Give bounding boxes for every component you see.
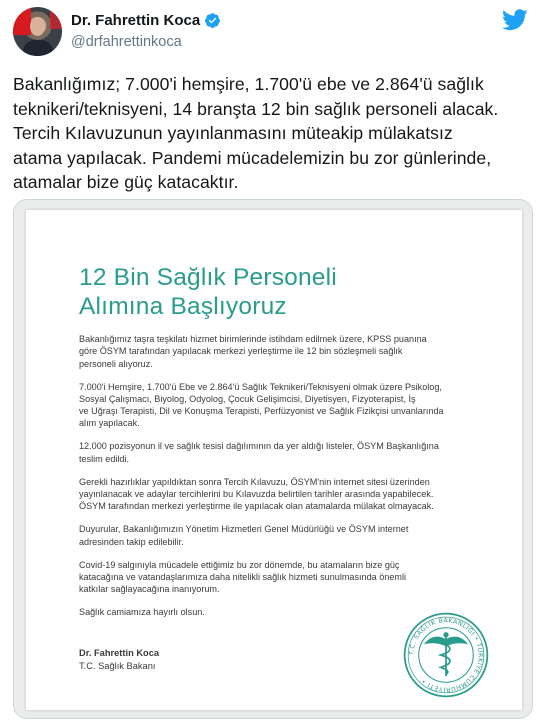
announcement-paragraph: [79, 523, 484, 548]
avatar-flag-right: [50, 7, 62, 29]
announcement-title-line: 12 Bin Sağlık Personeli: [79, 264, 337, 291]
body-line: personeli alıyoruz.: [79, 358, 153, 369]
announcement-document: [26, 210, 522, 710]
announcement-paragraph: [79, 381, 484, 430]
body-line: adresinden takip edilebilir.: [79, 536, 184, 547]
display-name[interactable]: Dr. Fahrettin Koca: [71, 12, 201, 29]
tweet-text: [13, 72, 535, 195]
body-line: Bakanlığımız taşra teşkilatı hizmet birimlerinde istihdam edilmek üzere, KPSS puanına: [79, 334, 427, 344]
body-line: yayınlanacak ve adaylar tercihlerini bu Kılavuzda belirtilen tarihler arasında yapabilecek.: [79, 489, 434, 500]
announcement-body: [79, 333, 484, 629]
avatar-suit: [23, 40, 53, 56]
user-handle[interactable]: @drfahrettinkoca: [71, 34, 182, 50]
avatar-flag: [13, 7, 31, 35]
tweet-header: [13, 7, 528, 57]
body-line: Covid-19 salgınıyla mücadele ettiğimiz bu zor dönemde, bu atamaların bize güç: [79, 559, 400, 570]
announcement-title: [79, 263, 337, 321]
body-line: Sağlık camiamıza hayırlı olsun.: [79, 607, 205, 618]
tweet-media-image[interactable]: [13, 199, 533, 719]
body-line: katacağına ve vatandaşlarımıza daha nitelikli sağlık hizmeti sunulmasında önemli: [79, 571, 407, 582]
body-line: göre ÖSYM tarafından yapılacak merkezi yerleştirme ile 12 bin sözleşmeli sağlık: [79, 346, 403, 357]
avatar-face: [30, 17, 45, 36]
body-line: Gerekli hazırlıklar yapıldıktan sonra Tercih Kılavuzu, ÖSYM'nin internet sitesi üzerinden: [79, 476, 430, 487]
signature-name: Dr. Fahrettin Koca: [79, 648, 160, 658]
announcement-paragraph: [79, 440, 484, 465]
body-line: teslim edildi.: [79, 453, 130, 464]
twitter-bird-icon[interactable]: [502, 9, 528, 31]
body-line: katkılar sağlayacağına inanıyorum.: [79, 584, 220, 595]
body-line: ve Uğraşı Terapisti, Dil ve Konuşma Terapisti, Perfüzyonist ve Sağlık Fizikçisi unvanlarında: [79, 406, 444, 417]
tweet-text-line: atama yapılacak. Pandemi mücadelemizin bu zor günlerinde,: [13, 147, 492, 168]
body-line: Sosyal Çalışmacı, Biyolog, Odyolog, Çocuk Gelişimcisi, Diyetisyen, Fizyoterapist, İş: [79, 393, 416, 404]
tweet-text-line: teknikeri/teknisyeni, 14 branşta 12 bin sağlık personeli alacak.: [13, 98, 499, 119]
body-line: alım yapılacak.: [79, 418, 140, 429]
name-row: [71, 12, 221, 29]
announcement-paragraph: [79, 333, 484, 370]
ministry-seal-icon: [402, 611, 490, 699]
announcement-title-line: Alımına Başlıyoruz: [79, 293, 287, 320]
signature-title: T.C. Sağlık Bakanı: [79, 661, 156, 671]
body-line: ÖSYM tarafından merkezi yerleştirme ile yapılacak olan atamalarda mülakat olmayacak.: [79, 501, 434, 512]
tweet-text-line: Tercih Kılavuzunun yayınlanmasını müteakip mülakatsız: [13, 123, 453, 143]
announcement-paragraph: [79, 476, 484, 513]
announcement-paragraph: [79, 559, 484, 596]
body-line: 12.000 pozisyonun il ve sağlık tesisi dağılımının da yer aldığı listeler, ÖSYM Başkanlığına: [79, 441, 439, 452]
avatar[interactable]: [13, 7, 62, 56]
verified-badge-icon: [204, 12, 221, 29]
body-line: Duyurular, Bakanlığımızın Yönetim Hizmetleri Genel Müdürlüğü ve ÖSYM internet: [79, 524, 409, 535]
tweet-text-line: Bakanlığımız; 7.000'i hemşire, 1.700'ü ebe ve 2.864'ü sağlık: [13, 74, 484, 94]
seal-text: T.C. SAĞLIK BAKANLIĞI • TÜRKİYE CUMHURİYETİ •: [408, 617, 484, 693]
signature-block: [79, 647, 159, 673]
body-line: 7.000'i Hemşire, 1.700'ü Ebe ve 2.864'ü Sağlık Teknikeri/Teknisyeni olmak üzere Psikolog,: [79, 381, 442, 392]
tweet-text-line: atamalar bize güç katacaktır.: [13, 172, 239, 192]
